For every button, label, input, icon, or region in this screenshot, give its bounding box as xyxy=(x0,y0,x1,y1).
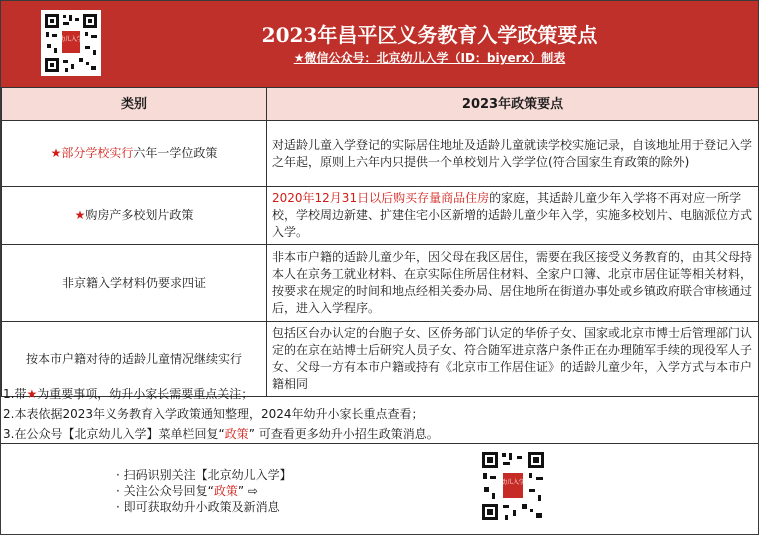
category-label: 非京籍入学材料仍要求四证 xyxy=(61,275,206,290)
category-label: 按本市户籍对待的适龄儿童情况继续实行 xyxy=(25,351,242,366)
star-icon: ★ xyxy=(26,387,38,401)
qr-code-icon xyxy=(41,10,101,76)
star-icon: ★ xyxy=(74,208,86,222)
header-banner xyxy=(1,1,758,87)
note-item xyxy=(3,424,753,444)
note-text: 1.带 xyxy=(3,387,27,401)
table-row xyxy=(2,187,759,245)
note-text: 3.在公众号【北京幼儿入学】菜单栏回复“ xyxy=(3,427,225,441)
footer-divider xyxy=(1,443,758,444)
policy-text: 的家庭，其适龄儿童少年入学将不再对应一所学校，学校周边新建、扩建住宅小区新增的适龄儿童少年入学，实施多校划片、电脑派位方式入学。 xyxy=(272,191,753,239)
category-cell xyxy=(2,245,267,322)
policy-cell xyxy=(267,245,759,322)
footer-tips xyxy=(116,467,292,515)
note-item: 2.本表依据2023年义务教育入学政策通知整理，2024年幼升小家长重点查看； xyxy=(3,407,424,421)
policy-text: 对适龄儿童入学登记的实际居住地址及适龄儿童就读学校实施记录，自该地址用于登记入学之年起，原则上六年内只提供一个单校划片入学学位(符合国家生育政策的除外) xyxy=(272,137,753,169)
tip-item: · 扫码识别关注【北京幼儿入学】 xyxy=(116,468,292,482)
note-item xyxy=(3,384,753,404)
footer-qr-code-icon xyxy=(479,449,547,523)
policy-text: 包括区台办认定的台胞子女、区侨务部门认定的华侨子女、国家或北京市博士后管理部门认定的在京在站博士后研究人员子女、符合随军进京落户条件正在办理随军手续的现役军人子女、父母一方有本市户籍或持有《北京市工作居住证》的适龄儿童少年，入学方式与本市户籍相同 xyxy=(272,326,753,391)
tip-text: ” ⇨ xyxy=(237,484,258,498)
policy-table xyxy=(1,87,759,397)
table-header-row xyxy=(2,88,759,121)
category-cell xyxy=(2,187,267,245)
category-highlight: 部分学校实行 xyxy=(61,146,134,160)
star-icon: ★ xyxy=(50,146,62,160)
page-title: 2023年昌平区义务教育入学政策要点 xyxy=(261,23,598,47)
tip-item: · 即可获取幼升小政策及新消息 xyxy=(116,500,280,514)
policy-text: 非本市户籍的适龄儿童少年，因父母在我区居住，需要在我区接受义务教育的，由其父母持本人在京务工就业材料、在京实际住所居住材料、全家户口簿、北京市居住证等相关材料，按要求在规定的时间和地点经相关委办局、居住地所在街道办事处或乡镇政府联合审核通过后，进入入学程序。 xyxy=(272,250,753,315)
policy-highlight: 2020年12月31日以后购买存量商品住房 xyxy=(272,191,490,205)
tip-text: · 关注公众号回复“ xyxy=(116,484,214,498)
category-label: 购房产多校划片政策 xyxy=(85,208,194,222)
qr-badge-text: 幼儿入学 xyxy=(58,36,84,43)
category-cell xyxy=(2,121,267,187)
column-header-policy: 2023年政策要点 xyxy=(267,88,759,121)
table-row xyxy=(2,245,759,322)
note-text: 为重要事项，幼升小家长需要重点关注； xyxy=(37,387,254,401)
tip-highlight: 政策 xyxy=(213,484,238,498)
policy-cell xyxy=(267,121,759,187)
note-highlight: 政策 xyxy=(224,427,249,441)
tip-item xyxy=(116,483,292,499)
page-subtitle: ★微信公众号：北京幼儿入学（ID：biyerx）制表 xyxy=(293,51,566,65)
table-row xyxy=(2,121,759,187)
qr-badge-text: 幼儿入学 xyxy=(500,479,526,486)
category-label: 六年一学位政策 xyxy=(133,146,218,160)
column-header-category: 类别 xyxy=(2,88,267,121)
note-text: ” 可查看更多幼升小招生政策消息。 xyxy=(248,427,439,441)
notes-section xyxy=(3,384,753,444)
policy-cell xyxy=(267,187,759,245)
